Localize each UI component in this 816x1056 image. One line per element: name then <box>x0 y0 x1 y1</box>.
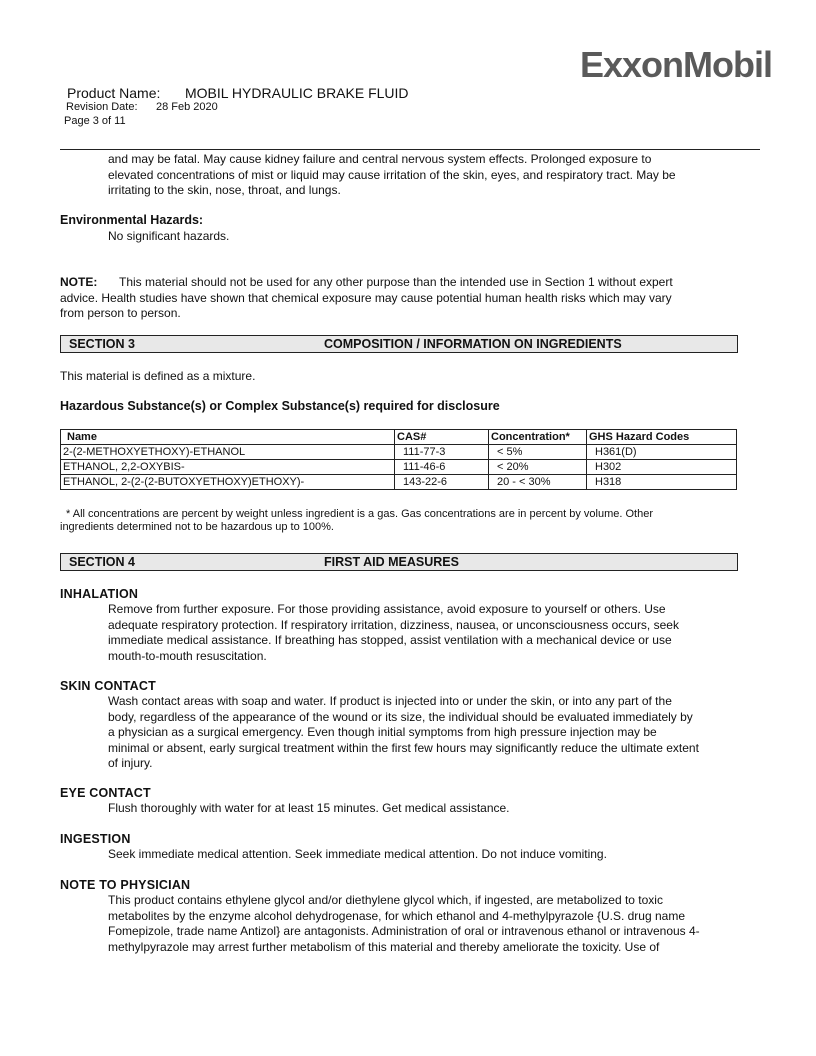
revision-date-line <box>66 101 218 113</box>
note-label: NOTE: <box>60 275 98 289</box>
column-header-ghs: GHS Hazard Codes <box>587 430 737 445</box>
cell-cas: 111-77-3 <box>395 445 489 460</box>
cell-ghs: H302 <box>587 460 737 475</box>
eye-contact-text <box>108 801 768 817</box>
text-line: Fomepizole, trade name Antizol} are antagonists. Administration of oral or intravenous ethanol or intravenous 4- <box>108 924 700 938</box>
cell-name: ETHANOL, 2,2-OXYBIS- <box>61 460 395 475</box>
section-number: SECTION 4 <box>69 555 135 569</box>
inhalation-text <box>108 602 768 664</box>
product-name-line <box>67 85 409 101</box>
text-line: from person to person. <box>60 306 181 320</box>
section-4-header <box>60 553 738 571</box>
text-line: elevated concentrations of mist or liquid may cause irritation of the skin, eyes, and respiratory tract. May be <box>108 167 676 182</box>
cell-name: 2-(2-METHOXYETHOXY)-ETHANOL <box>61 445 395 460</box>
environmental-hazards-text: No significant hazards. <box>108 229 230 243</box>
text-line: body, regardless of the appearance of the wound or its size, the individual should be evaluated immediately by <box>108 709 693 724</box>
section-number: SECTION 3 <box>69 337 135 351</box>
note-to-physician-heading: NOTE TO PHYSICIAN <box>60 878 191 892</box>
column-header-cas: CAS# <box>395 430 489 445</box>
text-line: irritating to the skin, nose, throat, and lungs. <box>108 183 341 197</box>
table-header-row <box>61 430 737 445</box>
cell-concentration: < 20% <box>489 460 587 475</box>
page-number: Page 3 of 11 <box>64 115 126 127</box>
cell-ghs: H318 <box>587 475 737 490</box>
revision-date-label: Revision Date: <box>66 101 138 113</box>
cell-cas: 111-46-6 <box>395 460 489 475</box>
text-line: This material should not be used for any other purpose than the intended use in Section 1 without expert <box>119 275 673 289</box>
section-3-header <box>60 335 738 353</box>
text-line: * All concentrations are percent by weight unless ingredient is a gas. Gas concentrations are in percent by volume. Other <box>66 508 653 520</box>
eye-contact-heading: EYE CONTACT <box>60 786 151 800</box>
cell-concentration: 20 - < 30% <box>489 475 587 490</box>
column-header-concentration: Concentration* <box>489 430 587 445</box>
table-row <box>61 475 737 490</box>
header-divider <box>60 149 760 150</box>
product-name-label: Product Name: <box>67 85 161 101</box>
text-line: Wash contact areas with soap and water. If product is injected into or under the skin, or into any part of the <box>108 694 672 708</box>
cell-ghs: H361(D) <box>587 445 737 460</box>
section-title: FIRST AID MEASURES <box>324 555 459 569</box>
text-line: ingredients determined not to be hazardous up to 100%. <box>60 521 334 533</box>
text-line: a physician as a surgical emergency. Even though initial symptoms from high pressure injection may be <box>108 725 657 739</box>
table-row <box>61 460 737 475</box>
text-line: advice. Health studies have shown that chemical exposure may cause potential human health risks which may vary <box>60 290 672 305</box>
health-effects-continuation <box>108 152 768 199</box>
mixture-statement: This material is defined as a mixture. <box>60 369 256 383</box>
text-line: minimal or absent, early surgical treatment within the first few hours may significantly reduce the ultimate extent <box>108 740 699 755</box>
inhalation-heading: INHALATION <box>60 587 139 601</box>
exxonmobil-logo: ExxonMobil <box>580 44 773 85</box>
text-line: metabolites by the enzyme alcohol dehydrogenase, for which ethanol and 4-methylpyrazole {U.S. drug name <box>108 908 686 923</box>
section-title: COMPOSITION / INFORMATION ON INGREDIENTS <box>324 337 622 351</box>
hazardous-substances-heading: Hazardous Substance(s) or Complex Substance(s) required for disclosure <box>60 399 500 413</box>
text-line: This product contains ethylene glycol and/or diethylene glycol which, if ingested, are metabolized to toxic <box>108 893 663 907</box>
text-line: Flush thoroughly with water for at least 15 minutes. Get medical assistance. <box>108 801 510 815</box>
revision-date-value: 28 Feb 2020 <box>156 101 218 113</box>
ingestion-text <box>108 847 768 863</box>
text-line: and may be fatal. May cause kidney failure and central nervous system effects. Prolonged exposure to <box>108 152 652 166</box>
text-line: Remove from further exposure. For those providing assistance, avoid exposure to yourself or others. Use <box>108 602 666 616</box>
text-line: adequate respiratory protection. If respiratory irritation, dizziness, nausea, or unconsciousness occurs, seek <box>108 617 679 632</box>
skin-contact-heading: SKIN CONTACT <box>60 679 156 693</box>
cell-cas: 143-22-6 <box>395 475 489 490</box>
product-name-value: MOBIL HYDRAULIC BRAKE FLUID <box>185 85 409 101</box>
environmental-hazards-heading: Environmental Hazards: <box>60 213 204 227</box>
text-line: immediate medical assistance. If breathing has stopped, assist ventilation with a mechanical device or use <box>108 633 672 647</box>
note-line-1 <box>60 275 760 291</box>
text-line: of injury. <box>108 756 153 770</box>
text-line: mouth-to-mouth resuscitation. <box>108 648 267 663</box>
note-paragraph <box>60 275 760 322</box>
text-line: Seek immediate medical attention. Seek immediate medical attention. Do not induce vomiting. <box>108 847 607 861</box>
skin-contact-text <box>108 694 768 772</box>
cell-concentration: < 5% <box>489 445 587 460</box>
text-line: methylpyrazole may arrest further metabolism of this material and thereby ameliorate the toxicity. Use of <box>108 939 660 954</box>
table-row <box>61 445 737 460</box>
concentration-footnote <box>60 508 740 534</box>
ingestion-heading: INGESTION <box>60 832 131 846</box>
column-header-name: Name <box>61 430 395 445</box>
ingredients-table <box>60 429 737 490</box>
note-to-physician-text <box>108 893 768 955</box>
cell-name: ETHANOL, 2-(2-(2-BUTOXYETHOXY)ETHOXY)- <box>61 475 395 490</box>
